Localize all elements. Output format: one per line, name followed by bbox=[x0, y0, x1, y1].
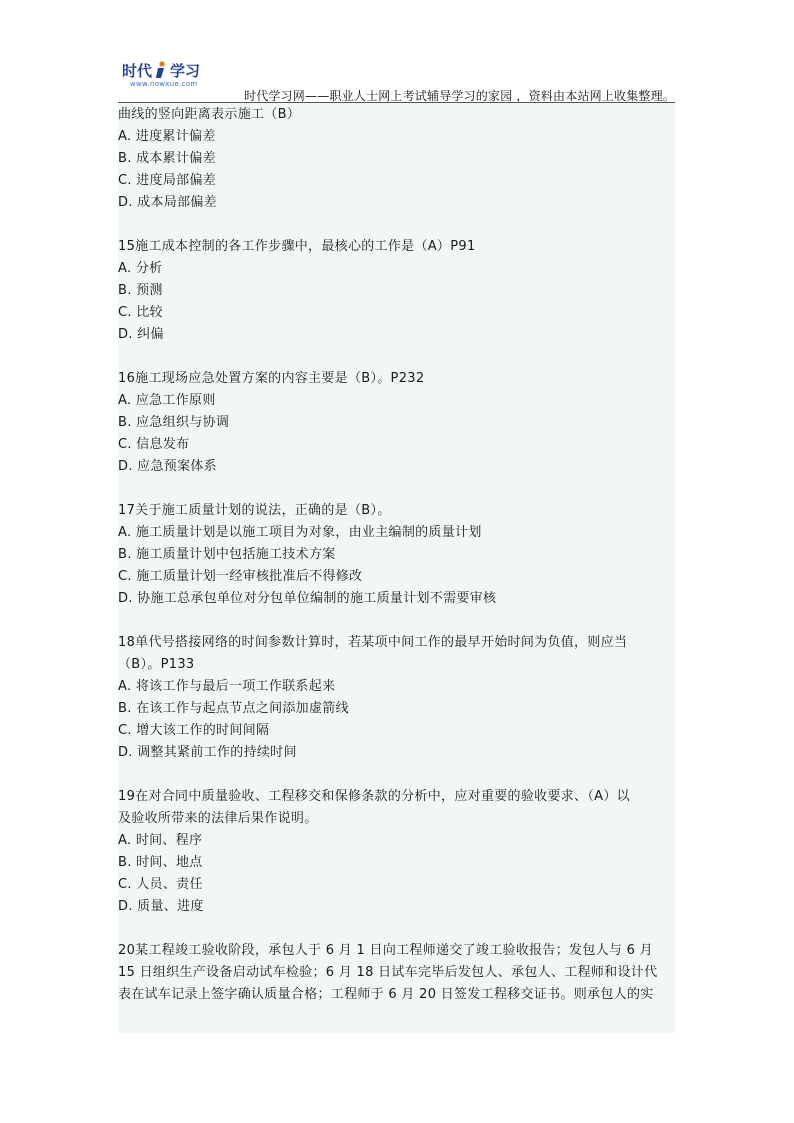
text-line: 及验收所带来的法律后果作说明。 bbox=[118, 811, 318, 826]
logo-wordmark bbox=[122, 60, 200, 81]
text-line: B. 预测 bbox=[118, 283, 163, 298]
logo-url: www.nowxue.com bbox=[130, 80, 198, 88]
text-line: 曲线的竖向距离表示施工（B） bbox=[118, 107, 301, 122]
header-slogan: 时代学习网——职业人士网上考试辅导学习的家园 ，资料由本站网上收集整理。 bbox=[244, 89, 676, 103]
text-line: D. 应急预案体系 bbox=[118, 459, 217, 474]
page-header bbox=[118, 58, 675, 104]
text-line: B. 应急组织与协调 bbox=[118, 415, 230, 430]
text-line: C. 人员、责任 bbox=[118, 877, 203, 892]
text-line: A. 应急工作原则 bbox=[118, 393, 216, 408]
text-line: C. 信息发布 bbox=[118, 437, 190, 452]
text-line: B. 时间、地点 bbox=[118, 855, 203, 870]
logo-i-icon bbox=[153, 61, 169, 79]
text-line: D. 调整其紧前工作的持续时间 bbox=[118, 745, 297, 760]
text-line: A. 进度累计偏差 bbox=[118, 129, 216, 144]
text-line: （B）。P133 bbox=[118, 657, 195, 672]
logo-text-right: 学习 bbox=[170, 62, 201, 80]
text-line: A. 时间、程序 bbox=[118, 833, 203, 848]
text-line: C. 进度局部偏差 bbox=[118, 173, 217, 188]
text-line: B. 施工质量计划中包括施工技术方案 bbox=[118, 547, 336, 562]
question-15: 15施工成本控制的各工作步骤中，最核心的工作是（A）P91 bbox=[118, 239, 476, 254]
text-line: D. 成本局部偏差 bbox=[118, 195, 217, 210]
question-19: 19在对合同中质量验收、工程移交和保修条款的分析中，应对重要的验收要求、（A）以 bbox=[118, 789, 630, 804]
text-line: B. 在该工作与起点节点之间添加虚箭线 bbox=[118, 701, 349, 716]
text-line: C. 比较 bbox=[118, 305, 163, 320]
question-17: 17关于施工质量计划的说法，正确的是（B）。 bbox=[118, 503, 391, 518]
text-line: 表在试车记录上签字确认质量合格；工程师于 6 月 20 日签发工程移交证书。则承包人的实 bbox=[118, 987, 654, 1002]
question-20: 20某工程竣工验收阶段，承包人于 6 月 1 日向工程师递交了竣工验收报告；发包人与 6 月 bbox=[118, 943, 653, 958]
text-line: D. 纠偏 bbox=[118, 327, 164, 342]
logo-text-left: 时代 bbox=[122, 62, 153, 80]
text-line: 15 日组织生产设备启动试车检验；6 月 18 日试车完毕后发包人、承包人、工程师和设计代 bbox=[118, 965, 658, 980]
text-line: D. 质量、进度 bbox=[118, 899, 204, 914]
text-line: C. 增大该工作的时间间隔 bbox=[118, 723, 270, 738]
text-line: B. 成本累计偏差 bbox=[118, 151, 216, 166]
document-body bbox=[118, 103, 675, 1033]
text-line: A. 将该工作与最后一项工作联系起来 bbox=[118, 679, 336, 694]
question-16: 16施工现场应急处置方案的内容主要是（B）。P232 bbox=[118, 371, 425, 386]
text-line: A. 分析 bbox=[118, 261, 163, 276]
text-line: D. 协施工总承包单位对分包单位编制的施工质量计划不需要审核 bbox=[118, 591, 497, 606]
site-logo bbox=[122, 60, 212, 96]
text-line: A. 施工质量计划是以施工项目为对象，由业主编制的质量计划 bbox=[118, 525, 482, 540]
question-18: 18单代号搭接网络的时间参数计算时，若某项中间工作的最早开始时间为负值，则应当 bbox=[118, 635, 628, 650]
text-line: C. 施工质量计划一经审核批准后不得修改 bbox=[118, 569, 363, 584]
